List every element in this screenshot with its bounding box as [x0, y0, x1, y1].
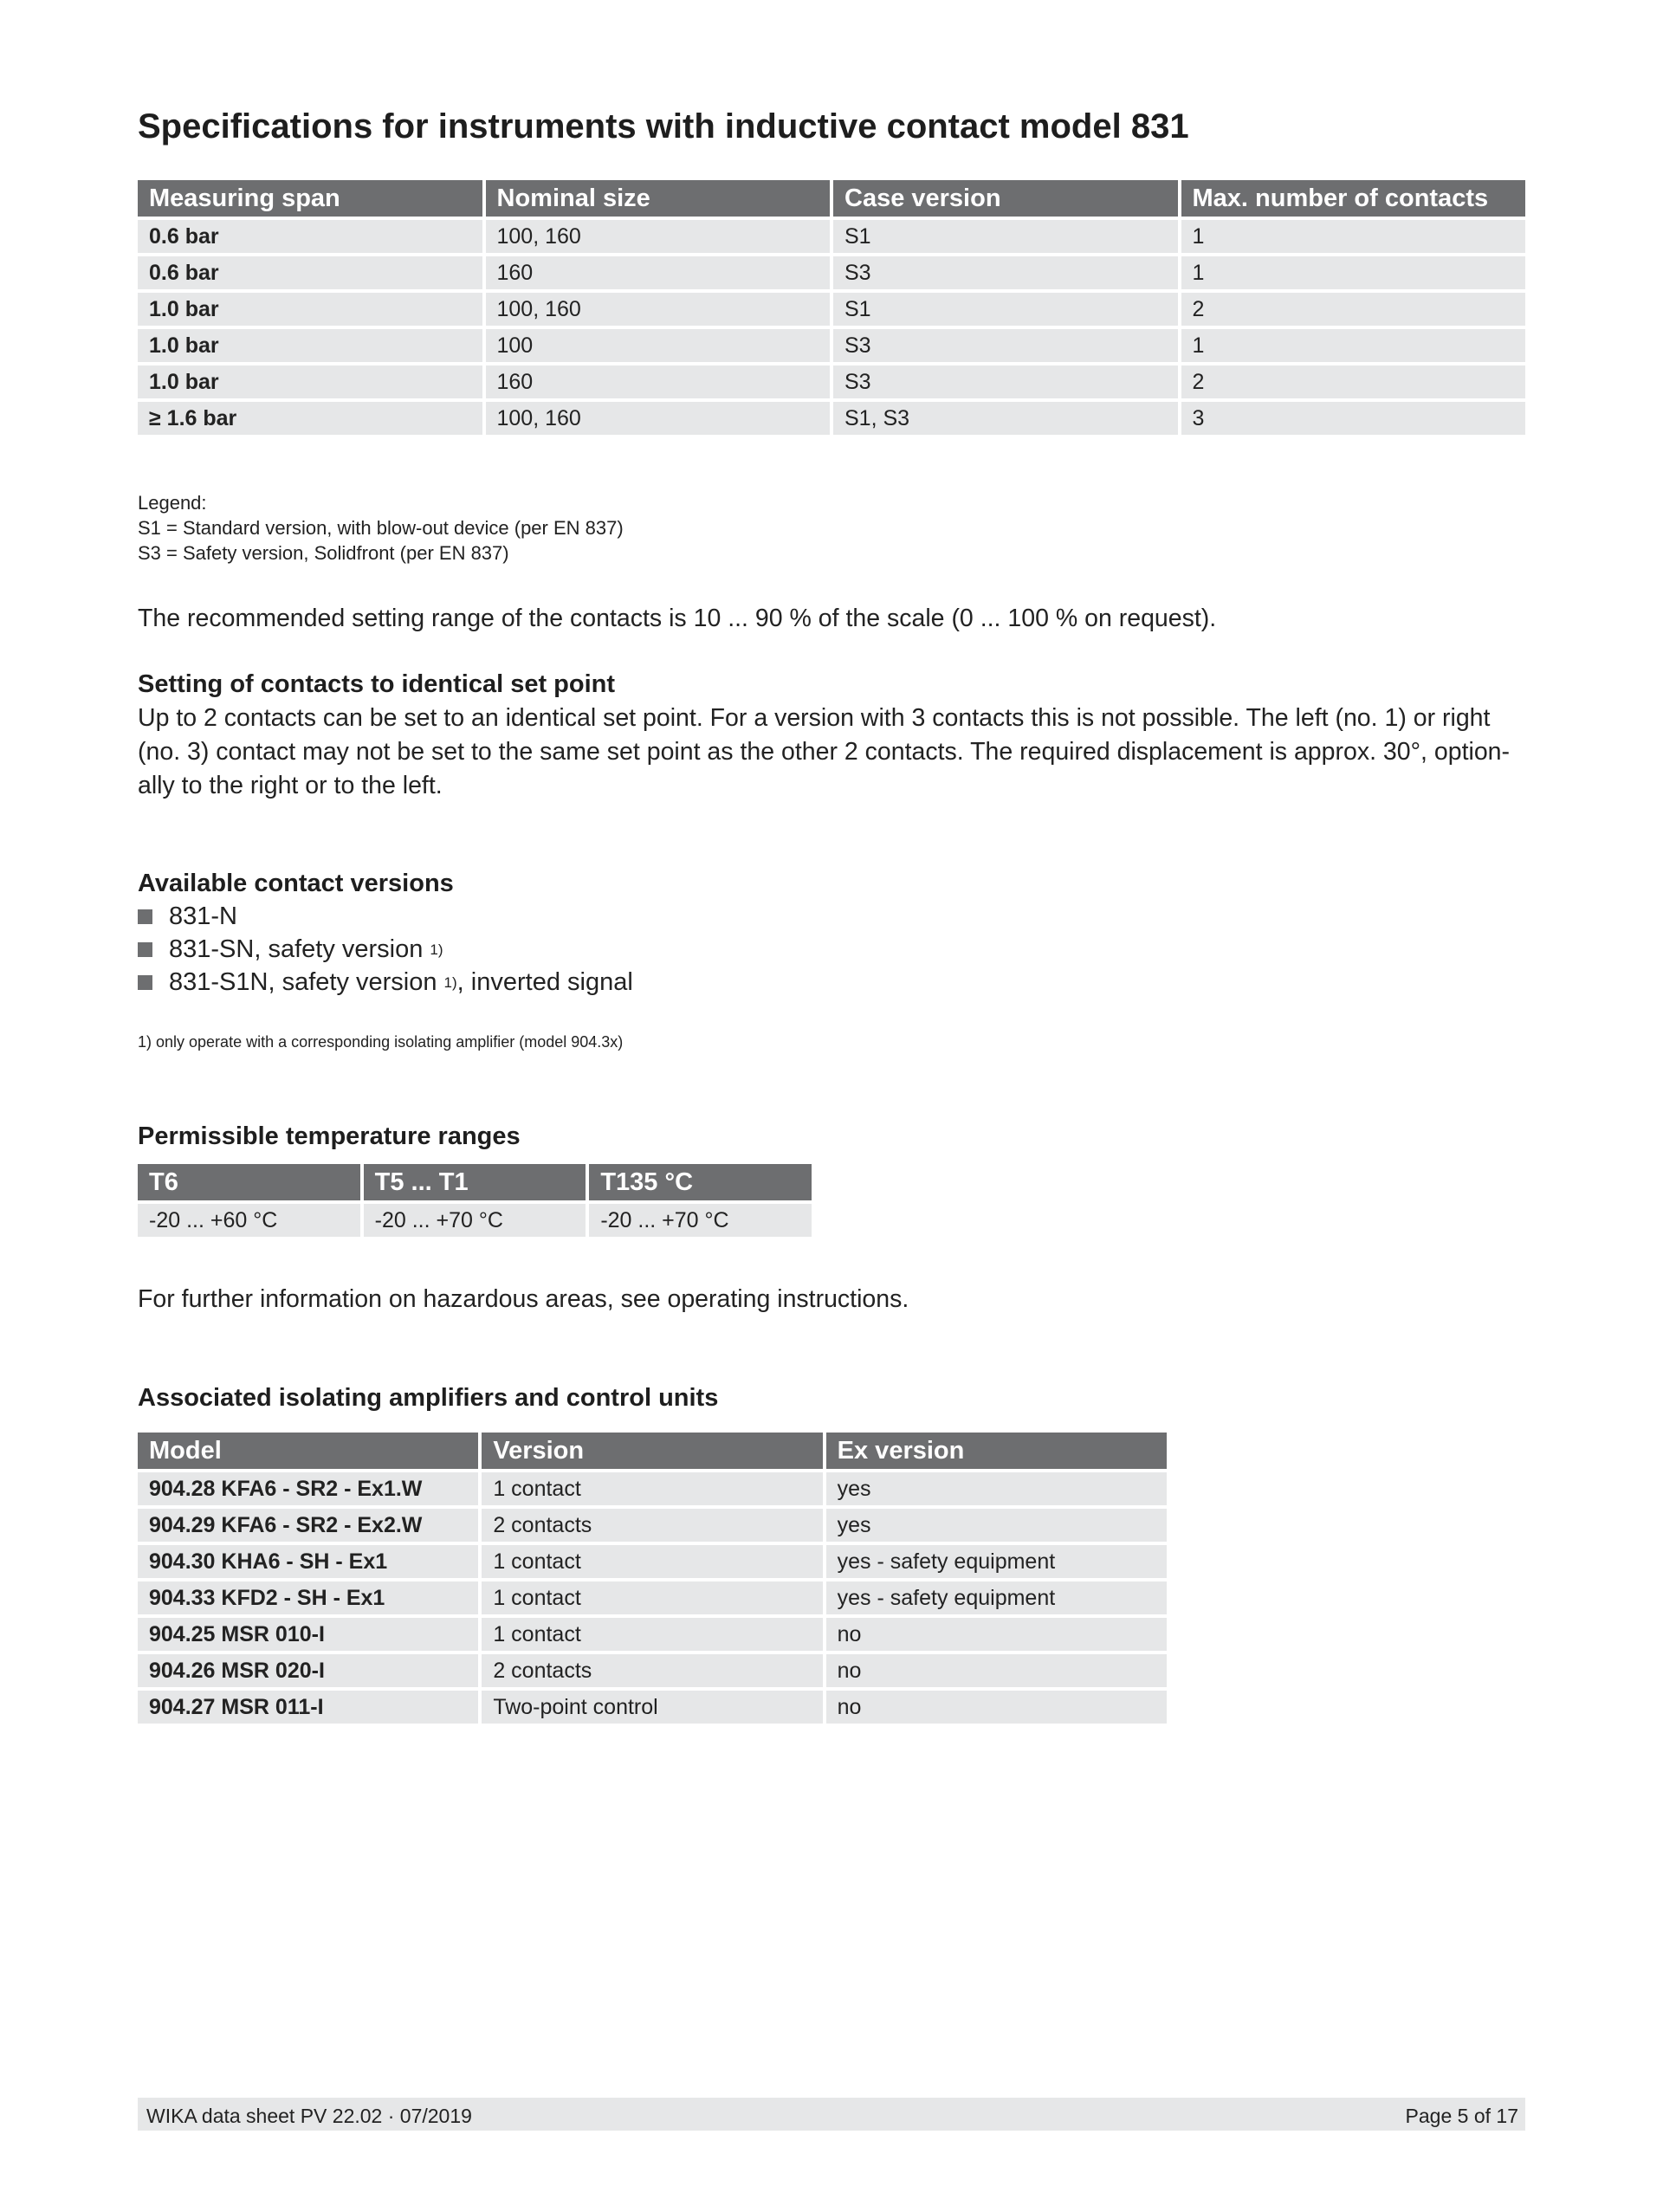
cell-ex-version: no	[826, 1618, 1167, 1651]
cell-version: 1 contact	[482, 1545, 822, 1578]
amplifiers-heading: Associated isolating amplifiers and control units	[138, 1384, 719, 1412]
cell-case-version: S1	[833, 220, 1178, 253]
cell-version: 2 contacts	[482, 1509, 822, 1542]
cell-model: 904.27 MSR 011-I	[138, 1691, 478, 1724]
table-row	[138, 402, 1525, 435]
header-nominal-size: Nominal size	[486, 180, 831, 217]
cell-model: 904.25 MSR 010-I	[138, 1618, 478, 1651]
header-model: Model	[138, 1433, 478, 1469]
page-footer	[138, 2098, 1525, 2131]
header-t5-t1: T5 ... T1	[364, 1164, 586, 1200]
table-row	[138, 220, 1525, 253]
list-item: 831-S1N, safety version 1) , inverted signal	[138, 968, 633, 997]
cell-ex-version: no	[826, 1654, 1167, 1687]
bullet-square-icon	[138, 975, 152, 990]
table-row	[138, 365, 1525, 398]
legend-title: Legend:	[138, 492, 207, 514]
header-version: Version	[482, 1433, 822, 1469]
table-row	[138, 1581, 1167, 1614]
cell-measuring-span: 0.6 bar	[138, 256, 482, 289]
setting-range-text: The recommended setting range of the contacts is 10 ... 90 % of the scale (0 ... 100 % on request).	[138, 605, 1217, 632]
table-row	[138, 1472, 1167, 1505]
header-max-contacts: Max. number of contacts	[1181, 180, 1526, 217]
list-item-suffix: , inverted signal	[456, 968, 633, 996]
cell-max-contacts: 1	[1181, 256, 1526, 289]
cell-case-version: S3	[833, 329, 1178, 362]
cell-nominal-size: 100, 160	[486, 220, 831, 253]
header-ex-version: Ex version	[826, 1433, 1167, 1469]
cell-t6-range: -20 ... +60 °C	[138, 1204, 360, 1237]
cell-version: 1 contact	[482, 1472, 822, 1505]
cell-ex-version: yes	[826, 1472, 1167, 1505]
cell-ex-version: yes - safety equipment	[826, 1545, 1167, 1578]
cell-measuring-span: 0.6 bar	[138, 220, 482, 253]
cell-model: 904.30 KHA6 - SH - Ex1	[138, 1545, 478, 1578]
cell-model: 904.29 KFA6 - SR2 - Ex2.W	[138, 1509, 478, 1542]
cell-max-contacts: 1	[1181, 329, 1526, 362]
table-row	[138, 256, 1525, 289]
bullet-square-icon	[138, 909, 152, 924]
list-item-label: 831-N	[169, 902, 237, 930]
cell-ex-version: no	[826, 1691, 1167, 1724]
table-row	[138, 1509, 1167, 1542]
list-item-label: 831-SN, safety version	[169, 935, 424, 963]
contact-versions-heading: Available contact versions	[138, 870, 454, 897]
cell-case-version: S3	[833, 365, 1178, 398]
cell-t5-t1-range: -20 ... +70 °C	[364, 1204, 586, 1237]
footer-page-number: Page 5 of 17	[1405, 2105, 1518, 2127]
header-t6: T6	[138, 1164, 360, 1200]
cell-nominal-size: 160	[486, 365, 831, 398]
table-header-row	[138, 1433, 1167, 1469]
text-line: ally to the right or to the left.	[138, 772, 443, 799]
hazardous-note: For further information on hazardous areas, see operating instructions.	[138, 1285, 909, 1313]
cell-max-contacts: 2	[1181, 293, 1526, 326]
table-row	[138, 1618, 1167, 1651]
cell-nominal-size: 160	[486, 256, 831, 289]
cell-nominal-size: 100	[486, 329, 831, 362]
cell-model: 904.28 KFA6 - SR2 - Ex1.W	[138, 1472, 478, 1505]
cell-version: 1 contact	[482, 1618, 822, 1651]
specifications-table	[134, 177, 1529, 438]
table-row	[138, 1654, 1167, 1687]
bullet-square-icon	[138, 942, 152, 957]
legend	[138, 490, 624, 566]
cell-max-contacts: 1	[1181, 220, 1526, 253]
cell-t135-range: -20 ... +70 °C	[589, 1204, 812, 1237]
identical-set-point-heading: Setting of contacts to identical set point	[138, 670, 616, 698]
table-header-row	[138, 180, 1525, 217]
table-row	[138, 329, 1525, 362]
table-row	[138, 1545, 1167, 1578]
cell-model: 904.26 MSR 020-I	[138, 1654, 478, 1687]
list-item	[138, 902, 237, 931]
cell-max-contacts: 3	[1181, 402, 1526, 435]
cell-version: Two-point control	[482, 1691, 822, 1724]
cell-nominal-size: 100, 160	[486, 402, 831, 435]
cell-case-version: S3	[833, 256, 1178, 289]
cell-measuring-span: 1.0 bar	[138, 365, 482, 398]
cell-measuring-span: 1.0 bar	[138, 329, 482, 362]
identical-set-point-text	[138, 702, 1524, 803]
table-row	[138, 1204, 812, 1237]
temperature-table	[134, 1161, 815, 1240]
table-row	[138, 1691, 1167, 1724]
page-title: Specifications for instruments with inductive contact model 831	[138, 107, 1189, 146]
table-row	[138, 293, 1525, 326]
cell-nominal-size: 100, 160	[486, 293, 831, 326]
cell-ex-version: yes	[826, 1509, 1167, 1542]
header-case-version: Case version	[833, 180, 1178, 217]
footnote: 1) only operate with a corresponding isolating amplifier (model 904.3x)	[138, 1033, 624, 1051]
list-item: 831-SN, safety version 1)	[138, 935, 443, 964]
cell-case-version: S1	[833, 293, 1178, 326]
cell-max-contacts: 2	[1181, 365, 1526, 398]
legend-s3: S3 = Safety version, Solidfront (per EN 837)	[138, 542, 509, 564]
legend-s1: S1 = Standard version, with blow-out device (per EN 837)	[138, 517, 624, 539]
cell-measuring-span: ≥ 1.6 bar	[138, 402, 482, 435]
text-line: Up to 2 contacts can be set to an identical set point. For a version with 3 contacts this is not possible. The left (no. 1) or right	[138, 704, 1491, 732]
header-measuring-span: Measuring span	[138, 180, 482, 217]
cell-measuring-span: 1.0 bar	[138, 293, 482, 326]
temperature-heading: Permissible temperature ranges	[138, 1122, 521, 1150]
cell-ex-version: yes - safety equipment	[826, 1581, 1167, 1614]
cell-case-version: S1, S3	[833, 402, 1178, 435]
cell-version: 1 contact	[482, 1581, 822, 1614]
text-line: (no. 3) contact may not be set to the same set point as the other 2 contacts. The required displacement is approx. 30°, option-	[138, 738, 1511, 766]
cell-model: 904.33 KFD2 - SH - Ex1	[138, 1581, 478, 1614]
header-t135: T135 °C	[589, 1164, 812, 1200]
amplifiers-table	[134, 1429, 1170, 1727]
cell-version: 2 contacts	[482, 1654, 822, 1687]
list-item-label: 831-S1N, safety version	[169, 968, 437, 996]
footer-datasheet-id: WIKA data sheet PV 22.02 · 07/2019	[146, 2105, 472, 2127]
table-header-row	[138, 1164, 812, 1200]
